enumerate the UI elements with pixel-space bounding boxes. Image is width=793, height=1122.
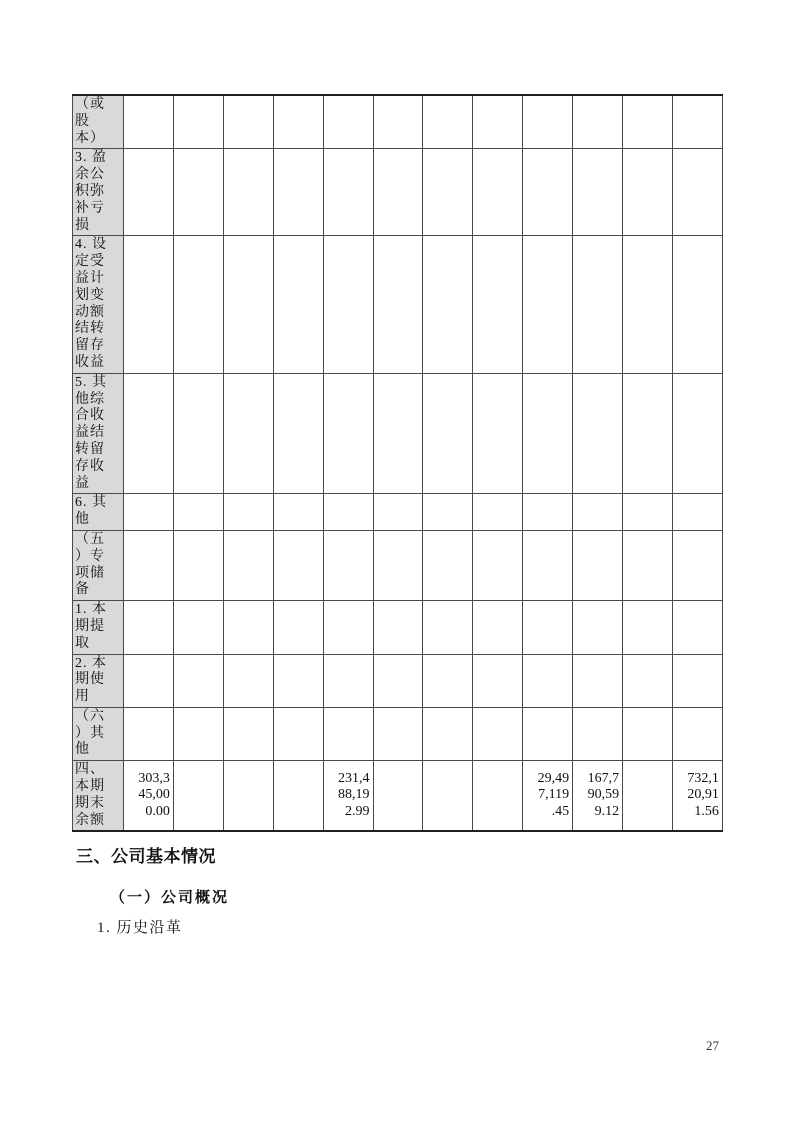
table-cell — [124, 654, 174, 707]
table-cell — [473, 149, 523, 236]
table-cell — [423, 95, 473, 149]
row-label-cell: 5. 其 他综 合收 益结 转留 存收 益 — [73, 373, 124, 494]
table-cell — [124, 530, 174, 600]
table-cell — [373, 761, 423, 832]
table-cell — [423, 494, 473, 531]
equity-table-body — [73, 95, 723, 831]
table-cell — [223, 761, 273, 832]
table-cell — [323, 707, 373, 760]
table-cell — [273, 373, 323, 494]
table-row — [73, 530, 723, 600]
table-cell — [373, 530, 423, 600]
table-cell — [573, 654, 623, 707]
table-cell — [273, 707, 323, 760]
table-cell — [223, 236, 273, 373]
table-cell — [672, 654, 722, 707]
table-cell — [273, 236, 323, 373]
table-cell — [173, 494, 223, 531]
table-cell — [473, 601, 523, 654]
row-label-cell: （六 ）其 他 — [73, 707, 124, 760]
table-cell — [523, 236, 573, 373]
table-cell — [623, 654, 673, 707]
table-cell — [623, 236, 673, 373]
table-row — [73, 654, 723, 707]
table-cell — [672, 95, 722, 149]
table-cell: 167,7 90,59 9.12 — [573, 761, 623, 832]
table-cell — [423, 530, 473, 600]
table-cell — [423, 654, 473, 707]
section-heading: 三、公司基本情况 — [76, 847, 216, 866]
page-number: 27 — [706, 1038, 719, 1053]
table-cell — [672, 707, 722, 760]
table-cell — [124, 494, 174, 531]
table-cell — [573, 236, 623, 373]
table-cell — [373, 654, 423, 707]
table-cell — [323, 494, 373, 531]
table-cell — [573, 95, 623, 149]
table-cell — [573, 149, 623, 236]
table-cell — [423, 707, 473, 760]
table-cell — [672, 494, 722, 531]
equity-change-table — [72, 94, 723, 832]
row-label-cell: 2. 本 期使 用 — [73, 654, 124, 707]
table-cell — [523, 373, 573, 494]
table-row — [73, 494, 723, 531]
history-item-label: 1. 历史沿革 — [97, 920, 183, 936]
row-label-cell: 3. 盈 余公 积弥 补亏 损 — [73, 149, 124, 236]
table-cell — [173, 601, 223, 654]
table-cell — [323, 149, 373, 236]
table-cell — [423, 601, 473, 654]
table-cell — [223, 95, 273, 149]
table-cell — [223, 494, 273, 531]
table-cell — [124, 601, 174, 654]
table-cell — [124, 236, 174, 373]
table-cell — [623, 761, 673, 832]
table-cell — [523, 601, 573, 654]
table-row — [73, 707, 723, 760]
table-cell — [523, 530, 573, 600]
table-cell — [573, 373, 623, 494]
table-cell — [523, 654, 573, 707]
table-cell — [573, 601, 623, 654]
table-cell — [523, 95, 573, 149]
table-cell — [323, 654, 373, 707]
table-cell — [523, 494, 573, 531]
table-cell — [323, 236, 373, 373]
table-cell — [173, 236, 223, 373]
table-cell — [273, 654, 323, 707]
table-cell — [323, 601, 373, 654]
table-cell — [124, 373, 174, 494]
table-cell — [672, 236, 722, 373]
row-label-cell: 4. 设 定受 益计 划变 动额 结转 留存 收益 — [73, 236, 124, 373]
table-cell — [473, 494, 523, 531]
table-cell — [273, 761, 323, 832]
table-cell — [173, 95, 223, 149]
table-cell — [623, 530, 673, 600]
subsection-heading: （一）公司概况 — [110, 890, 230, 906]
table-cell — [273, 601, 323, 654]
table-cell — [223, 654, 273, 707]
table-cell — [623, 149, 673, 236]
table-cell — [124, 149, 174, 236]
table-row — [73, 149, 723, 236]
table-cell — [173, 530, 223, 600]
table-cell — [672, 149, 722, 236]
table-cell — [573, 530, 623, 600]
table-cell — [473, 707, 523, 760]
row-label-cell: 1. 本 期提 取 — [73, 601, 124, 654]
table-cell — [623, 373, 673, 494]
table-cell — [323, 95, 373, 149]
table-cell — [223, 707, 273, 760]
table-cell — [623, 601, 673, 654]
table-row — [73, 761, 723, 832]
table-cell — [173, 373, 223, 494]
table-cell — [323, 530, 373, 600]
table-cell — [473, 654, 523, 707]
table-row — [73, 601, 723, 654]
table-cell — [173, 654, 223, 707]
table-cell — [423, 236, 473, 373]
table-cell — [373, 95, 423, 149]
table-cell — [223, 530, 273, 600]
table-cell — [173, 761, 223, 832]
table-cell — [423, 149, 473, 236]
table-cell — [173, 149, 223, 236]
table-cell — [124, 707, 174, 760]
table-cell — [623, 95, 673, 149]
table-cell — [473, 236, 523, 373]
table-cell: 732,1 20,91 1.56 — [672, 761, 722, 832]
table-cell — [573, 707, 623, 760]
table-cell — [672, 601, 722, 654]
table-cell — [373, 149, 423, 236]
table-cell — [473, 373, 523, 494]
table-cell: 29,49 7,119 .45 — [523, 761, 573, 832]
table-cell — [672, 530, 722, 600]
table-cell: 231,4 88,19 2.99 — [323, 761, 373, 832]
table-cell — [173, 707, 223, 760]
table-cell — [273, 95, 323, 149]
table-cell — [523, 707, 573, 760]
table-cell — [623, 494, 673, 531]
table-cell — [473, 530, 523, 600]
table-cell — [124, 95, 174, 149]
table-cell — [273, 494, 323, 531]
table-cell — [223, 601, 273, 654]
table-cell — [323, 373, 373, 494]
row-label-cell: 6. 其 他 — [73, 494, 124, 531]
table-cell — [373, 494, 423, 531]
table-row — [73, 373, 723, 494]
table-row — [73, 236, 723, 373]
table-cell — [373, 707, 423, 760]
table-cell — [473, 761, 523, 832]
table-cell — [473, 95, 523, 149]
table-cell — [373, 601, 423, 654]
table-cell — [223, 373, 273, 494]
table-cell — [273, 149, 323, 236]
row-label-cell: （五 ）专 项储 备 — [73, 530, 124, 600]
table-cell — [523, 149, 573, 236]
table-cell — [423, 373, 473, 494]
row-label-cell: （或 股 本） — [73, 95, 124, 149]
table-cell — [373, 236, 423, 373]
row-label-cell: 四、 本期 期末 余额 — [73, 761, 124, 832]
table-cell: 303,3 45,00 0.00 — [124, 761, 174, 832]
table-row — [73, 95, 723, 149]
table-cell — [672, 373, 722, 494]
table-cell — [223, 149, 273, 236]
table-cell — [423, 761, 473, 832]
table-cell — [573, 494, 623, 531]
table-cell — [273, 530, 323, 600]
table-cell — [373, 373, 423, 494]
table-cell — [623, 707, 673, 760]
